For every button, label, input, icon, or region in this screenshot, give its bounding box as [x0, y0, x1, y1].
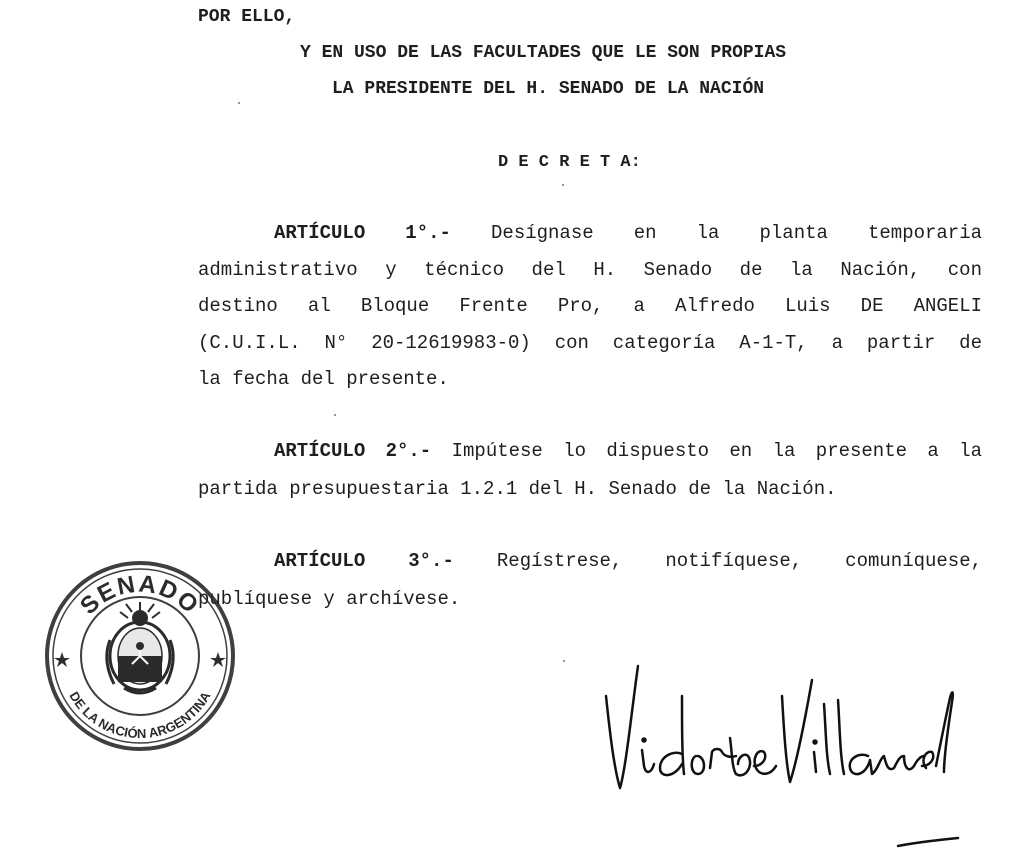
article-2-text-line: Impútese lo dispuesto en la presente a la — [451, 440, 982, 462]
article-1-text-line: (C.U.I.L. N° 20-12619983-0) con categoría A-1-T, a partir de — [198, 332, 982, 354]
seal-top-text: SENADO — [75, 570, 205, 621]
article-3-label: ARTÍCULO 3°.- — [274, 550, 454, 572]
president-line: LA PRESIDENTE DEL H. SENADO DE LA NACIÓN — [332, 79, 765, 99]
scan-speck — [334, 414, 336, 416]
seal-bottom-text: DE LA NACIÓN ARGENTINA — [66, 688, 214, 742]
article-2-first-line — [274, 440, 982, 462]
article-1-text-line: destino al Bloque Frente Pro, a Alfredo Luis DE ANGELI — [198, 295, 982, 317]
faculties-line: Y EN USO DE LAS FACULTADES QUE LE SON PROPIAS — [300, 43, 787, 63]
scan-speck — [563, 660, 565, 662]
senate-seal-stamp — [40, 560, 240, 752]
article-3-text-line: publíquese y archívese. — [198, 588, 461, 610]
coat-of-arms-icon — [107, 602, 173, 693]
article-3-first-line — [274, 550, 982, 572]
article-1-first-line — [274, 222, 982, 244]
article-1-text-line: la fecha del presente. — [198, 368, 449, 390]
article-1-label: ARTÍCULO 1°.- — [274, 222, 451, 244]
scan-speck — [238, 102, 240, 104]
article-2-label: ARTÍCULO 2°.- — [274, 440, 432, 462]
decree-heading: D E C R E T A: — [498, 153, 641, 172]
article-1-text-line: Desígnase en la planta temporaria — [491, 222, 983, 244]
handwritten-signature — [598, 656, 970, 856]
article-2-text-line: partida presupuestaria 1.2.1 del H. Senado de la Nación. — [198, 478, 837, 500]
scan-speck — [562, 184, 564, 186]
article-3-text-line: Regístrese, notifíquese, comuníquese, — [496, 550, 983, 572]
closing-phrase: POR ELLO, — [198, 7, 296, 27]
article-1-text-line: administrativo y técnico del H. Senado de la Nación, con — [198, 259, 982, 281]
